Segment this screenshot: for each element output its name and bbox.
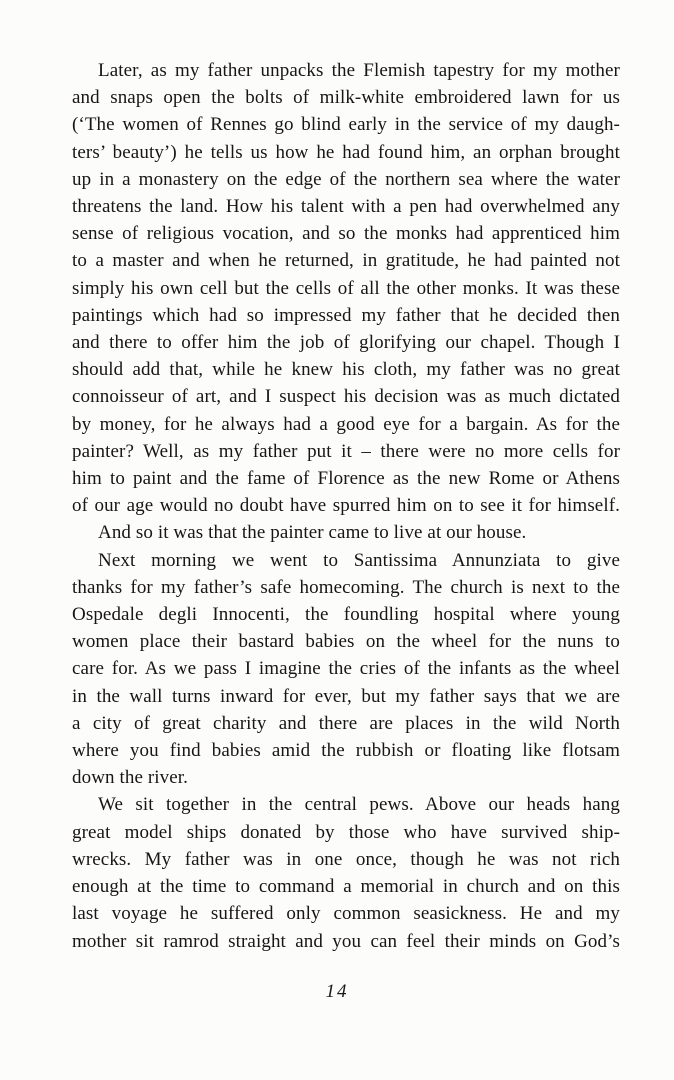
text-line: Next morning we went to Santissima Annunziata to give [98, 549, 620, 571]
text-line: simply his own cell but the cells of all the other monks. It was these [72, 277, 620, 299]
text-line: care for. As we pass I imagine the cries of the infants as the wheel [72, 658, 620, 680]
text-line: enough at the time to command a memorial in church and on this [72, 876, 620, 898]
text-line: mother sit ramrod straight and you can feel their minds on God’s [72, 930, 620, 952]
text-line: threatens the land. How his talent with a pen had overwhelmed any [72, 196, 620, 218]
text-line: Later, as my father unpacks the Flemish tapestry for my mother [98, 60, 620, 81]
text-line: should add that, while he knew his cloth, my father was no great [72, 359, 620, 381]
text-line: in the wall turns inward for ever, but my father says that we are [72, 685, 620, 707]
text-line: and there to offer him the job of glorifying our chapel. Though I [72, 332, 620, 354]
text-line: thanks for my father’s safe homecoming. The church is next to the [72, 576, 620, 598]
text-line: (‘The women of Rennes go blind early in the service of my daugh- [72, 114, 620, 136]
text-line: of our age would no doubt have spurred him on to see it for himself. [72, 495, 620, 517]
text-line: wrecks. My father was in one once, though he was not rich [72, 848, 620, 870]
text-line: to a master and when he returned, in gratitude, he had painted not [72, 250, 620, 272]
text-line: And so it was that the painter came to live at our house. [98, 522, 527, 544]
text-line: connoisseur of art, and I suspect his decision was as much dictated [72, 386, 620, 408]
text-line: Ospedale degli Innocenti, the foundling hospital where young [72, 604, 620, 626]
text-line: him to paint and the fame of Florence as the new Rome or Athens [72, 468, 620, 490]
text-line: paintings which had so impressed my father that he decided then [72, 304, 620, 326]
text-line: great model ships donated by those who have survived ship- [72, 821, 620, 843]
text-line: and snaps open the bolts of milk-white embroidered lawn for us [72, 87, 620, 109]
text-line: women place their bastard babies on the wheel for the nuns to [72, 631, 620, 653]
text-line: down the river. [72, 767, 189, 789]
text-line: ters’ beauty’) he tells us how he had found him, an orphan brought [72, 141, 620, 163]
text-line: a city of great charity and there are places in the wild North [72, 712, 620, 734]
text-line: by money, for he always had a good eye for a bargain. As for the [72, 413, 620, 435]
text-line: sense of religious vocation, and so the monks had apprenticed him [72, 223, 620, 245]
page-text [72, 57, 620, 955]
text-line: where you find babies amid the rubbish or floating like flotsam [72, 740, 620, 762]
text-line: last voyage he suffered only common seasickness. He and my [72, 903, 620, 925]
text-line: up in a monastery on the edge of the northern sea where the water [72, 168, 620, 190]
page-number: 14 [325, 981, 349, 1002]
text-line: painter? Well, as my father put it – there were no more cells for [72, 440, 620, 462]
text-line: We sit together in the central pews. Above our heads hang [98, 794, 620, 816]
